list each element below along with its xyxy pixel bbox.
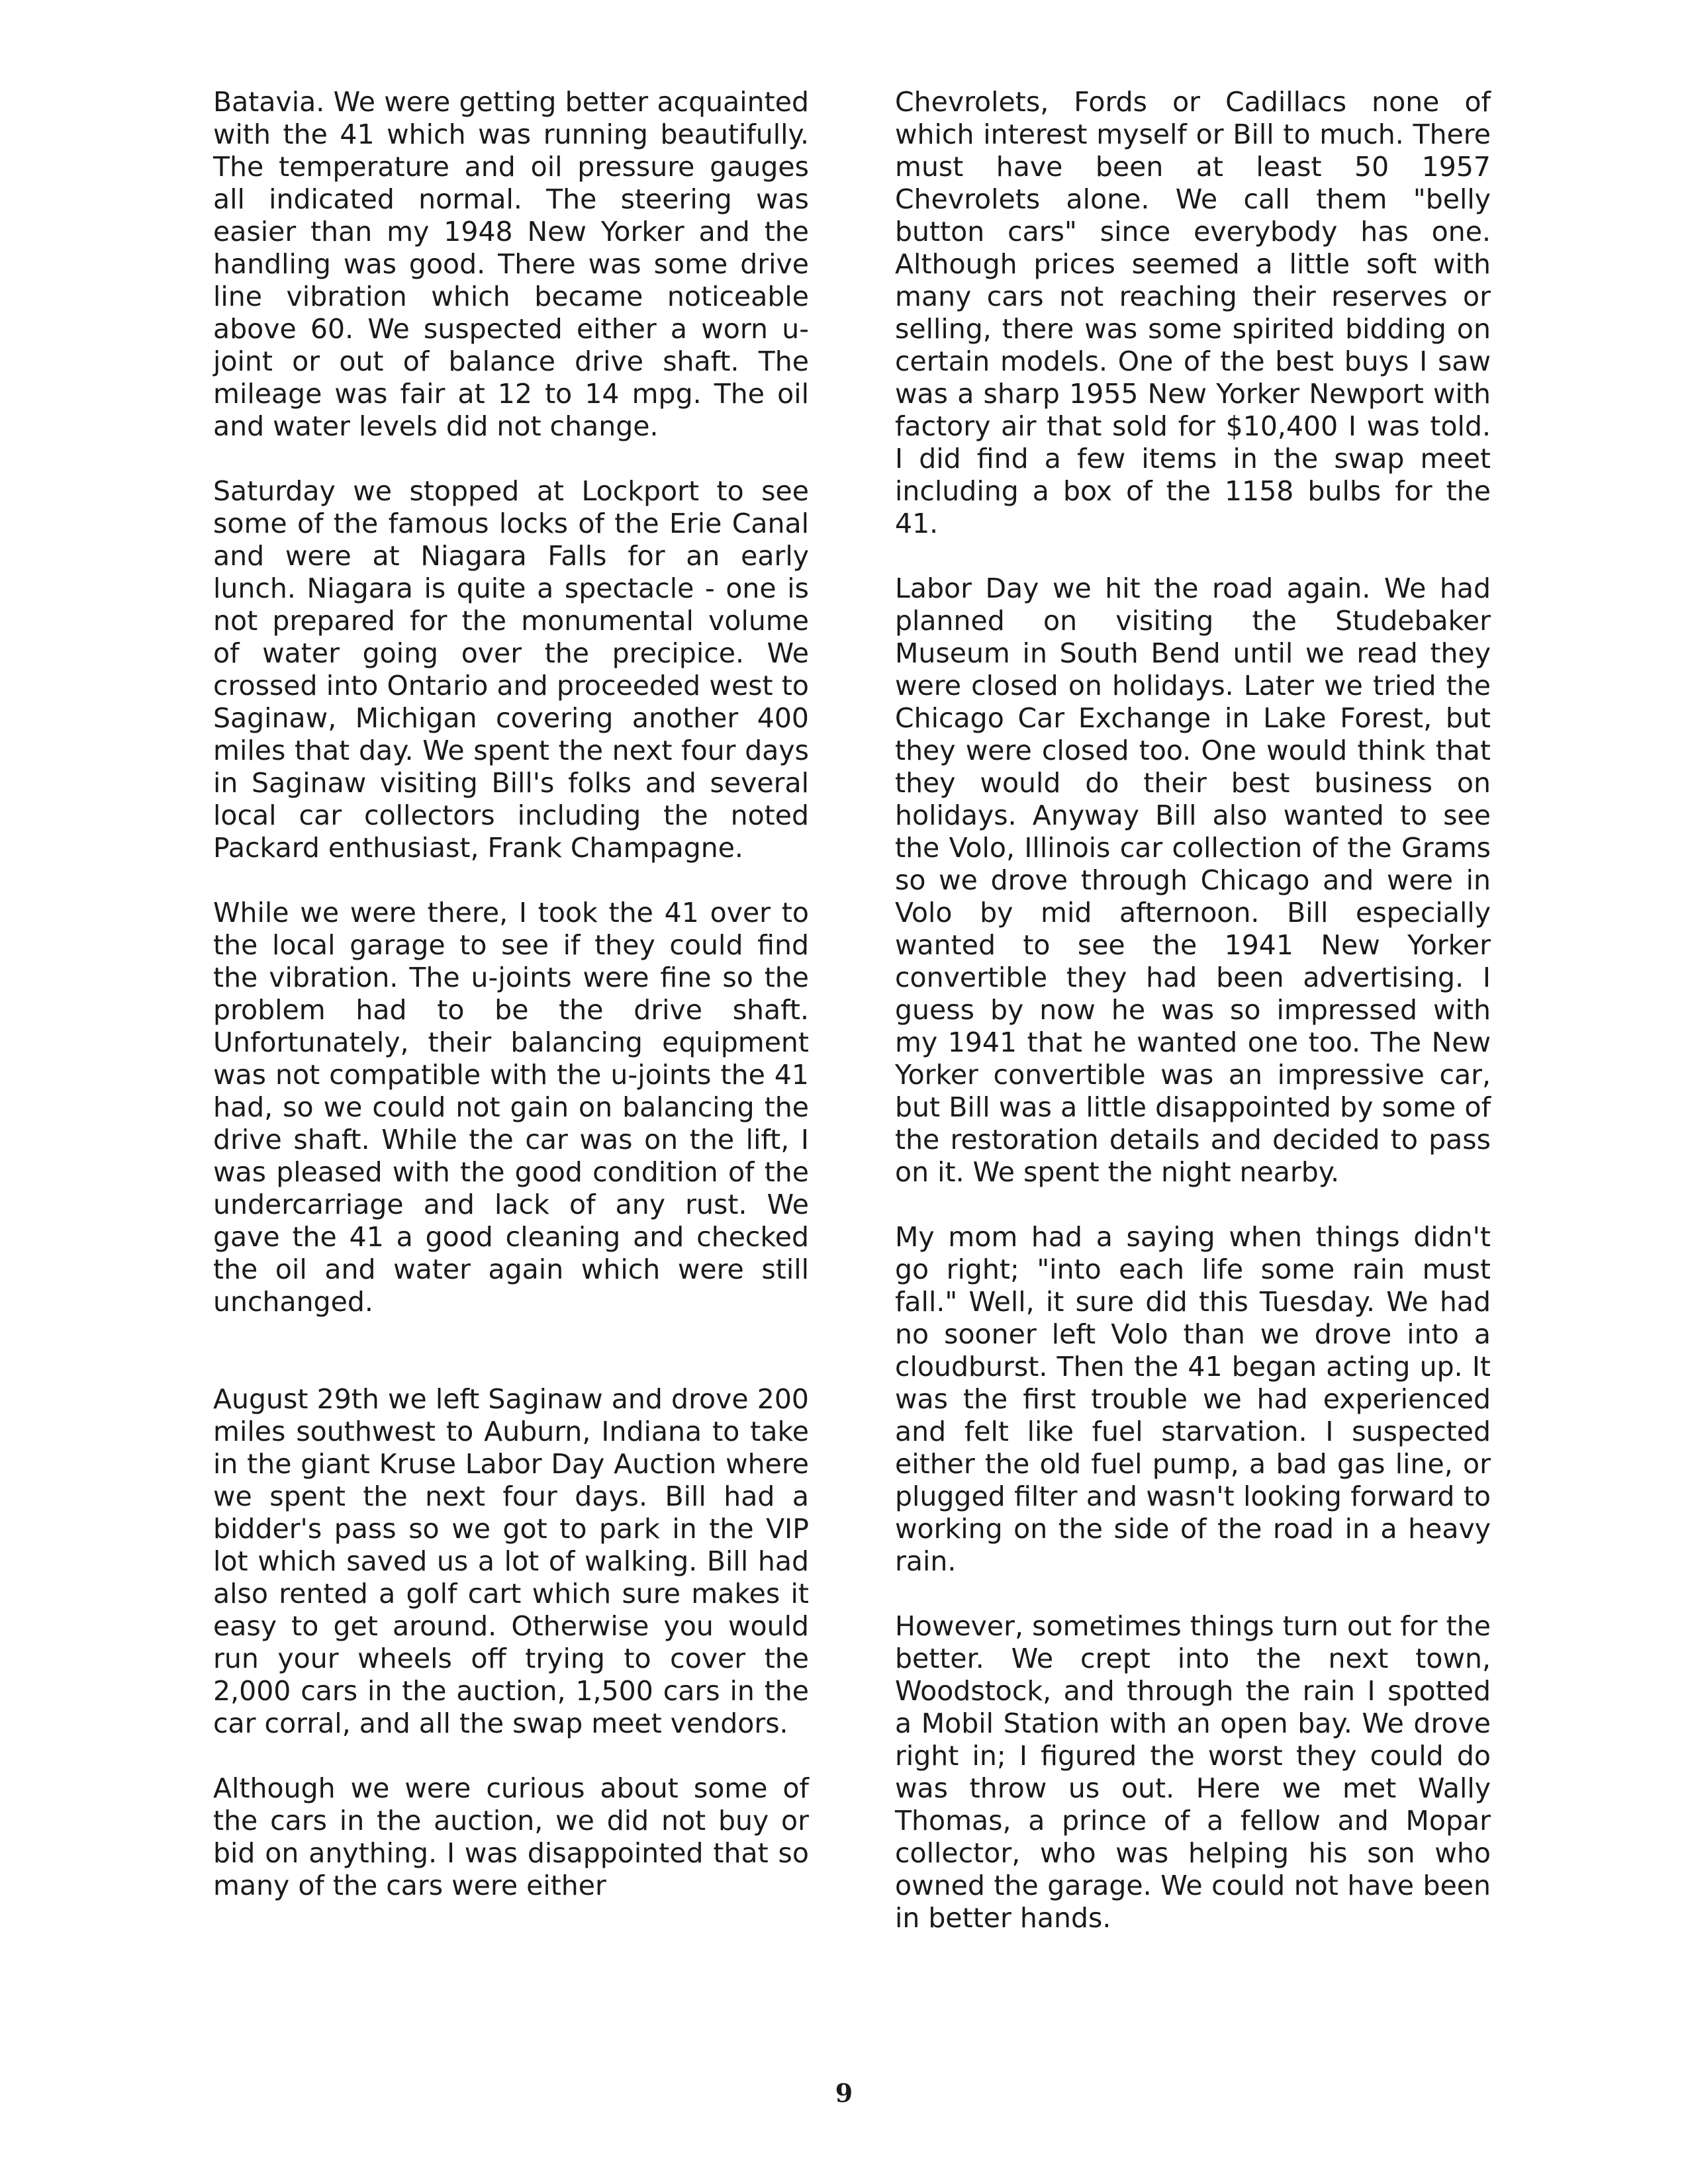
paragraph-woodstock: However, sometimes things turn out for the better. We crept into the next town, Woodstock, and through the rain I spotted a Mobil Station with an open bay. We drove right in; I figured the worst they could do was throw us out. Here we met Wally Thomas, a prince of a fellow and Mopar collector, who was helping his son who owned the garage. We could not have been in better hands. <box>895 1610 1491 1934</box>
paragraph-curious-cars: Although we were curious about some of the cars in the auction, we did not buy or bid on anything. I was disappointed that so many of the cars were either <box>213 1772 809 1901</box>
paragraph-batavia: Batavia. We were getting better acquainted with the 41 which was running beautifully. The temperature and oil pressure gauges all indicated normal. The steering was easier than my 1948 New Yorker and the handling was good. There was some drive line vibration which became noticeable above 60. We suspected either a worn u-joint or out of balance drive shaft. The mileage was fair at 12 to 14 mpg. The oil and water levels did not change. <box>213 86 809 442</box>
paragraph-chevrolets: Chevrolets, Fords or Cadillacs none of which interest myself or Bill to much. There must have been at least 50 1957 Chevrolets alone. We call them "belly button cars" since everybody has one. Although prices seemed a little soft with many cars not reaching their reserves or selling, there was some spirited bidding on certain models. One of the best buys I saw was a sharp 1955 New Yorker Newport with factory air that sold for $10,400 I was told. I did find a few items in the swap meet including a box of the 1158 bulbs for the 41. <box>895 86 1491 539</box>
paragraph-auburn-auction: August 29th we left Saginaw and drove 200 miles southwest to Auburn, Indiana to take in the giant Kruse Labor Day Auction where we spent the next four days. Bill had a bidder's pass so we got to park in the VIP lot which saved us a lot of walking. Bill had also rented a golf cart which sure makes it easy to get around. Otherwise you would run your wheels off trying to cover the 2,000 cars in the auction, 1,500 cars in the car corral, and all the swap meet vendors. <box>213 1383 809 1739</box>
left-text-column <box>213 86 809 1934</box>
paragraph-labor-day: Labor Day we hit the road again. We had planned on visiting the Studebaker Museum in South Bend until we read they were closed on holidays. Later we tried the Chicago Car Exchange in Lake Forest, but they were closed too. One would think that they would do their best business on holidays. Anyway Bill also wanted to see the Volo, Illinois car collection of the Grams so we drove through Chicago and were in Volo by mid afternoon. Bill especially wanted to see the 1941 New Yorker convertible they had been advertising. I guess by now he was so impressed with my 1941 that he wanted one too. The New Yorker convertible was an impressive car, but Bill was a little disappointed by some of the restoration details and decided to pass on it. We spent the night nearby. <box>895 572 1491 1188</box>
paragraph-rain: My mom had a saying when things didn't go right; "into each life some rain must fall." Well, it sure did this Tuesday. We had no sooner left Volo than we drove into a cloudburst. Then the 41 began acting up. It was the first trouble we had experienced and felt like fuel starvation. I suspected either the old fuel pump, a bad gas line, or plugged filter and wasn't looking forward to working on the side of the road in a heavy rain. <box>895 1221 1491 1577</box>
paragraph-lockport: Saturday we stopped at Lockport to see some of the famous locks of the Erie Canal and were at Niagara Falls for an early lunch. Niagara is quite a spectacle - one is not prepared for the monumental volume of water going over the precipice. We crossed into Ontario and proceeded west to Saginaw, Michigan covering another 400 miles that day. We spent the next four days in Saginaw visiting Bill's folks and several local car collectors including the noted Packard enthusiast, Frank Champagne. <box>213 475 809 864</box>
paragraph-local-garage: While we were there, I took the 41 over to the local garage to see if they could find the vibration. The u-joints were fine so the problem had to be the drive shaft. Unfortunately, their balancing equipment was not compatible with the u-joints the 41 had, so we could not gain on balancing the drive shaft. While the car was on the lift, I was pleased with the good condition of the undercarriage and lack of any rust. We gave the 41 a good cleaning and checked the oil and water again which were still unchanged. <box>213 897 809 1318</box>
page-number: 9 <box>835 2078 853 2108</box>
right-text-column <box>895 86 1491 1967</box>
